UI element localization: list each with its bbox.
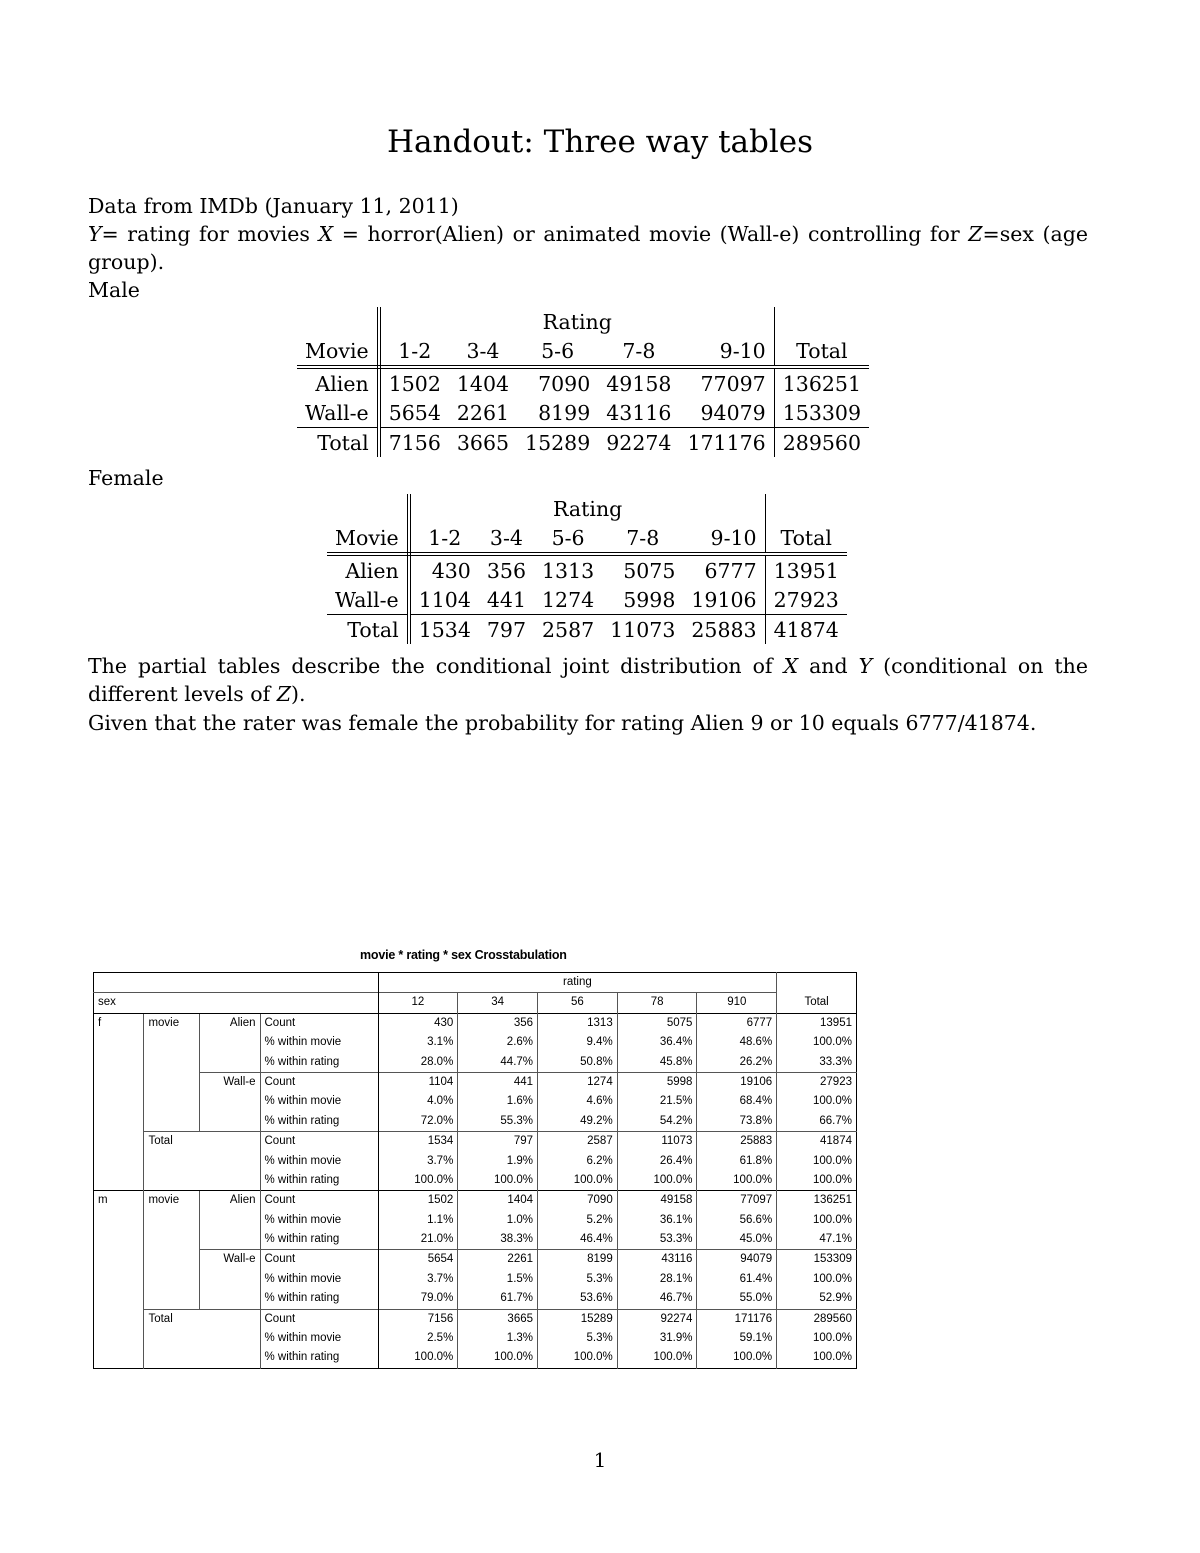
crosstab-cell: 61.8% bbox=[697, 1152, 777, 1171]
crosstab-cell: 100.0% bbox=[617, 1348, 697, 1368]
crosstab-cell: 2587 bbox=[538, 1132, 618, 1152]
crosstab-cell: 27923 bbox=[777, 1072, 857, 1092]
crosstab-label bbox=[199, 1152, 260, 1171]
crosstab-cell: 61.4% bbox=[697, 1270, 777, 1289]
row-label: Wall-e bbox=[297, 398, 379, 428]
crosstab-cell: 7156 bbox=[378, 1309, 458, 1329]
crosstab-label bbox=[94, 1309, 144, 1329]
table-cell: 356 bbox=[486, 558, 526, 583]
col-header: 1-2 bbox=[409, 523, 479, 554]
crosstab-cell: 28.0% bbox=[378, 1053, 458, 1073]
crosstab-cell: 46.4% bbox=[538, 1230, 618, 1250]
crosstab-cell: 52.9% bbox=[777, 1289, 857, 1309]
crosstab-cell: 100.0% bbox=[777, 1348, 857, 1368]
crosstab-cell: 2.5% bbox=[378, 1329, 458, 1348]
crosstab-cell: 7090 bbox=[538, 1191, 618, 1211]
col-header: 56 bbox=[538, 993, 618, 1013]
col-header: Total bbox=[777, 993, 857, 1013]
crosstab-cell: 100.0% bbox=[777, 1092, 857, 1111]
crosstab-cell: 66.7% bbox=[777, 1112, 857, 1132]
explanation-text: (conditional on the different levels of bbox=[88, 654, 1088, 706]
table-cell: 19106 bbox=[683, 585, 765, 615]
crosstab-label bbox=[144, 1092, 200, 1111]
crosstab-cell: 38.3% bbox=[458, 1230, 538, 1250]
table-cell: 171176 bbox=[679, 428, 774, 458]
crosstab-cell: 2.6% bbox=[458, 1033, 538, 1052]
crosstab-cell: 49158 bbox=[617, 1191, 697, 1211]
col-header: 9-10 bbox=[679, 336, 774, 367]
crosstab-cell: 289560 bbox=[777, 1309, 857, 1329]
crosstab-cell: 1104 bbox=[378, 1072, 458, 1092]
crosstab-label bbox=[94, 1348, 144, 1368]
crosstab-cell: 50.8% bbox=[538, 1053, 618, 1073]
table-cell: 1104 bbox=[418, 587, 471, 612]
table-cell: 1404 bbox=[456, 371, 510, 396]
explanation-text: and bbox=[809, 654, 848, 678]
crosstab-cell: 1534 bbox=[378, 1132, 458, 1152]
crosstab-label bbox=[199, 1270, 260, 1289]
crosstab-row bbox=[94, 1132, 857, 1152]
crosstab-cell: 45.8% bbox=[617, 1053, 697, 1073]
crosstab-cell: 53.3% bbox=[617, 1230, 697, 1250]
crosstab-row bbox=[94, 1171, 857, 1191]
crosstab-row bbox=[94, 1309, 857, 1329]
col-header: 12 bbox=[378, 993, 458, 1013]
row-label: Total bbox=[297, 428, 379, 458]
crosstab-cell: 47.1% bbox=[777, 1230, 857, 1250]
table-cell: 49158 bbox=[606, 371, 672, 396]
z-variable: Z bbox=[968, 222, 983, 246]
crosstab-cell: 31.9% bbox=[617, 1329, 697, 1348]
crosstab-label bbox=[94, 1152, 144, 1171]
crosstab-cell: 797 bbox=[458, 1132, 538, 1152]
crosstab-cell: 3.7% bbox=[378, 1152, 458, 1171]
crosstab-label bbox=[94, 1112, 144, 1132]
table-cell: 7156 bbox=[379, 428, 449, 458]
crosstab-cell: 5.3% bbox=[538, 1270, 618, 1289]
explanation-paragraph bbox=[88, 652, 1088, 708]
rating-header: rating bbox=[378, 973, 777, 993]
crosstab-cell: 49.2% bbox=[538, 1112, 618, 1132]
crosstab-label: Alien bbox=[199, 1013, 260, 1033]
crosstab-label bbox=[144, 1112, 200, 1132]
crosstab-row bbox=[94, 1033, 857, 1052]
crosstab-label bbox=[144, 1152, 200, 1171]
crosstab-cell: 15289 bbox=[538, 1309, 618, 1329]
table-cell: 797 bbox=[479, 615, 534, 645]
crosstab-row bbox=[94, 1053, 857, 1073]
crosstab-label bbox=[94, 1270, 144, 1289]
crosstab-cell: 1.5% bbox=[458, 1270, 538, 1289]
crosstab-cell: 55.3% bbox=[458, 1112, 538, 1132]
z-variable: Z bbox=[276, 682, 291, 706]
crosstab-label bbox=[199, 1132, 260, 1152]
table-cell: 25883 bbox=[683, 615, 765, 645]
crosstab-label: Count bbox=[260, 1250, 378, 1270]
crosstab-label bbox=[94, 1033, 144, 1052]
crosstab-cell: 100.0% bbox=[378, 1171, 458, 1191]
crosstab-label bbox=[199, 1092, 260, 1111]
y-definition: = rating for movies bbox=[101, 222, 310, 246]
table-cell: 136251 bbox=[782, 371, 861, 396]
crosstab-label bbox=[94, 1250, 144, 1270]
crosstab-row bbox=[94, 1072, 857, 1092]
crosstab-label: % within movie bbox=[260, 1270, 378, 1289]
crosstab-label bbox=[144, 1171, 200, 1191]
crosstab-cell: 3.1% bbox=[378, 1033, 458, 1052]
crosstab-label bbox=[94, 1230, 144, 1250]
col-header: Movie bbox=[327, 523, 409, 554]
crosstab-label: % within movie bbox=[260, 1033, 378, 1052]
table-cell: 1274 bbox=[542, 587, 595, 612]
crosstab-cell: 5075 bbox=[617, 1013, 697, 1033]
rating-header: Rating bbox=[542, 309, 612, 334]
crosstab-row bbox=[94, 1289, 857, 1309]
row-label: Wall-e bbox=[327, 585, 409, 615]
crosstab-label bbox=[199, 1348, 260, 1368]
crosstab-cell: 100.0% bbox=[777, 1270, 857, 1289]
crosstab-cell: 1274 bbox=[538, 1072, 618, 1092]
crosstab-label: % within rating bbox=[260, 1230, 378, 1250]
crosstab-label: % within movie bbox=[260, 1329, 378, 1348]
table-cell: 1502 bbox=[388, 371, 441, 396]
explanation-text: ). bbox=[290, 682, 306, 706]
crosstab-label bbox=[199, 1033, 260, 1052]
crosstab-cell: 171176 bbox=[697, 1309, 777, 1329]
crosstab-label bbox=[199, 1329, 260, 1348]
crosstab-cell: 100.0% bbox=[538, 1171, 618, 1191]
crosstab-cell: 100.0% bbox=[538, 1348, 618, 1368]
crosstab-cell: 100.0% bbox=[697, 1348, 777, 1368]
crosstab-cell: 430 bbox=[378, 1013, 458, 1033]
row-label: Alien bbox=[297, 367, 379, 398]
crosstab-label bbox=[199, 1309, 260, 1329]
crosstab-cell: 6.2% bbox=[538, 1152, 618, 1171]
crosstab-label bbox=[94, 1072, 144, 1092]
crosstab-cell: 25883 bbox=[697, 1132, 777, 1152]
row-label: Total bbox=[327, 615, 409, 645]
crosstab-cell: 2261 bbox=[458, 1250, 538, 1270]
crosstab-cell: 21.5% bbox=[617, 1092, 697, 1111]
crosstab-label bbox=[144, 1250, 200, 1270]
crosstab-label bbox=[199, 1112, 260, 1132]
crosstab-cell: 21.0% bbox=[378, 1230, 458, 1250]
crosstab-cell: 36.1% bbox=[617, 1211, 697, 1230]
col-header: 78 bbox=[617, 993, 697, 1013]
table-cell: 5998 bbox=[623, 587, 676, 612]
crosstab-cell: 11073 bbox=[617, 1132, 697, 1152]
crosstab-cell: 68.4% bbox=[697, 1092, 777, 1111]
crosstab-cell: 1404 bbox=[458, 1191, 538, 1211]
table-cell: 5075 bbox=[623, 558, 676, 583]
example-sentence: Given that the rater was female the probability for rating Alien 9 or 10 equals 6777/41874. bbox=[88, 711, 1037, 735]
crosstab-title: movie * rating * sex Crosstabulation bbox=[360, 948, 567, 962]
crosstab-row bbox=[94, 1211, 857, 1230]
crosstab-cell: 100.0% bbox=[777, 1152, 857, 1171]
crosstab-cell: 1.0% bbox=[458, 1211, 538, 1230]
crosstab-cell: 79.0% bbox=[378, 1289, 458, 1309]
crosstab-cell: 1502 bbox=[378, 1191, 458, 1211]
crosstab-cell: 3665 bbox=[458, 1309, 538, 1329]
crosstab-label: Alien bbox=[199, 1191, 260, 1211]
crosstab-cell: 1.1% bbox=[378, 1211, 458, 1230]
page-number: 1 bbox=[593, 1448, 607, 1472]
crosstab-label: m bbox=[94, 1191, 144, 1211]
crosstab-label: % within movie bbox=[260, 1211, 378, 1230]
table-cell: 92274 bbox=[598, 428, 679, 458]
crosstab-cell: 94079 bbox=[697, 1250, 777, 1270]
table-cell: 11073 bbox=[602, 615, 683, 645]
crosstab-cell: 100.0% bbox=[777, 1211, 857, 1230]
crosstab-cell: 9.4% bbox=[538, 1033, 618, 1052]
crosstab-row bbox=[94, 1191, 857, 1211]
crosstab-cell: 100.0% bbox=[378, 1348, 458, 1368]
crosstab-cell: 4.6% bbox=[538, 1092, 618, 1111]
crosstab-cell: 59.1% bbox=[697, 1329, 777, 1348]
crosstab-cell: 5.2% bbox=[538, 1211, 618, 1230]
variables-description bbox=[88, 220, 1088, 276]
crosstab-cell: 136251 bbox=[777, 1191, 857, 1211]
crosstab-cell: 5998 bbox=[617, 1072, 697, 1092]
crosstab-label: % within rating bbox=[260, 1348, 378, 1368]
crosstab-label bbox=[94, 1092, 144, 1111]
crosstab-label bbox=[144, 1230, 200, 1250]
col-header: 3-4 bbox=[479, 523, 534, 554]
crosstab-label bbox=[94, 1329, 144, 1348]
crosstab-row bbox=[94, 1270, 857, 1289]
z-definition: =sex (age group). bbox=[88, 222, 1088, 274]
table-cell: 153309 bbox=[782, 400, 861, 425]
col-header: 3-4 bbox=[449, 336, 517, 367]
crosstab-label: Count bbox=[260, 1309, 378, 1329]
crosstab-cell: 100.0% bbox=[777, 1329, 857, 1348]
crosstab-label: % within rating bbox=[260, 1289, 378, 1309]
male-label: Male bbox=[88, 278, 140, 302]
crosstab-cell: 28.1% bbox=[617, 1270, 697, 1289]
col-header: Total bbox=[774, 336, 869, 367]
crosstab-cell: 100.0% bbox=[777, 1033, 857, 1052]
crosstab-row bbox=[94, 1329, 857, 1348]
crosstab-cell: 100.0% bbox=[777, 1171, 857, 1191]
crosstab-label: % within rating bbox=[260, 1053, 378, 1073]
crosstab-label bbox=[94, 1289, 144, 1309]
crosstab-label bbox=[94, 1053, 144, 1073]
table-cell: 2587 bbox=[534, 615, 602, 645]
col-header: Total bbox=[765, 523, 847, 554]
col-header: 9-10 bbox=[683, 523, 765, 554]
crosstab-label bbox=[199, 1230, 260, 1250]
x-variable: X bbox=[318, 222, 334, 246]
crosstab-row bbox=[94, 1112, 857, 1132]
crosstab-label bbox=[199, 1211, 260, 1230]
crosstab-cell: 72.0% bbox=[378, 1112, 458, 1132]
crosstab-cell: 100.0% bbox=[617, 1171, 697, 1191]
sex-header: sex bbox=[94, 993, 379, 1013]
crosstab-cell: 45.0% bbox=[697, 1230, 777, 1250]
crosstab-cell: 19106 bbox=[697, 1072, 777, 1092]
crosstab-cell: 92274 bbox=[617, 1309, 697, 1329]
crosstab-cell: 5654 bbox=[378, 1250, 458, 1270]
crosstab-label: Count bbox=[260, 1072, 378, 1092]
table-cell: 27923 bbox=[773, 587, 839, 612]
crosstab-row bbox=[94, 1152, 857, 1171]
crosstab-cell: 1.9% bbox=[458, 1152, 538, 1171]
table-cell: 13951 bbox=[773, 558, 839, 583]
table-cell: 77097 bbox=[679, 367, 774, 398]
table-cell: 1313 bbox=[542, 558, 595, 583]
crosstab-cell: 441 bbox=[458, 1072, 538, 1092]
crosstab-cell: 8199 bbox=[538, 1250, 618, 1270]
crosstab-cell: 48.6% bbox=[697, 1033, 777, 1052]
crosstab-label: f bbox=[94, 1013, 144, 1033]
crosstab-cell: 1313 bbox=[538, 1013, 618, 1033]
col-header: 1-2 bbox=[379, 336, 449, 367]
col-header: 7-8 bbox=[602, 523, 683, 554]
x-definition: = horror(Alien) or animated movie (Wall-e) controlling for bbox=[341, 222, 960, 246]
crosstab-cell: 1.3% bbox=[458, 1329, 538, 1348]
crosstab-cell: 73.8% bbox=[697, 1112, 777, 1132]
table-cell: 43116 bbox=[606, 400, 672, 425]
col-header: 7-8 bbox=[598, 336, 679, 367]
crosstab-cell: 41874 bbox=[777, 1132, 857, 1152]
crosstab-label: Wall-e bbox=[199, 1072, 260, 1092]
crosstab-cell: 26.4% bbox=[617, 1152, 697, 1171]
crosstab-cell: 356 bbox=[458, 1013, 538, 1033]
crosstab-label bbox=[199, 1053, 260, 1073]
crosstab-label bbox=[94, 1171, 144, 1191]
female-label: Female bbox=[88, 466, 164, 490]
table-cell: 1534 bbox=[409, 615, 479, 645]
crosstab-cell: 61.7% bbox=[458, 1289, 538, 1309]
crosstab-cell: 1.6% bbox=[458, 1092, 538, 1111]
crosstab-label: % within movie bbox=[260, 1092, 378, 1111]
col-header: 34 bbox=[458, 993, 538, 1013]
crosstab-cell: 43116 bbox=[617, 1250, 697, 1270]
rating-header: Rating bbox=[553, 496, 623, 521]
crosstab-cell: 100.0% bbox=[458, 1171, 538, 1191]
crosstab-cell: 36.4% bbox=[617, 1033, 697, 1052]
crosstab-label bbox=[94, 1132, 144, 1152]
y-variable: Y bbox=[858, 654, 873, 678]
female-table bbox=[327, 494, 847, 644]
crosstab-cell: 13951 bbox=[777, 1013, 857, 1033]
crosstab-label bbox=[144, 1270, 200, 1289]
crosstab-label bbox=[144, 1033, 200, 1052]
crosstab-row bbox=[94, 1250, 857, 1270]
crosstab-label: Count bbox=[260, 1132, 378, 1152]
table-cell: 2261 bbox=[456, 400, 510, 425]
data-source: Data from IMDb (January 11, 2011) bbox=[88, 194, 459, 218]
crosstab-label: % within rating bbox=[260, 1171, 378, 1191]
crosstab-label bbox=[144, 1329, 200, 1348]
crosstab-cell: 56.6% bbox=[697, 1211, 777, 1230]
table-cell: 441 bbox=[486, 587, 526, 612]
crosstab-label bbox=[144, 1289, 200, 1309]
crosstab-label: movie bbox=[144, 1013, 200, 1033]
crosstab-cell: 100.0% bbox=[458, 1348, 538, 1368]
crosstab-row bbox=[94, 1092, 857, 1111]
explanation-text: The partial tables describe the conditional joint distribution of bbox=[88, 654, 773, 678]
crosstab-cell: 53.6% bbox=[538, 1289, 618, 1309]
table-cell: 41874 bbox=[765, 615, 847, 645]
crosstab-label: Wall-e bbox=[199, 1250, 260, 1270]
row-label: Alien bbox=[327, 554, 409, 585]
col-header: 5-6 bbox=[517, 336, 598, 367]
page-title: Handout: Three way tables bbox=[386, 124, 814, 160]
col-header: 5-6 bbox=[534, 523, 602, 554]
crosstab-cell: 46.7% bbox=[617, 1289, 697, 1309]
col-header: 910 bbox=[697, 993, 777, 1013]
x-variable: X bbox=[783, 654, 799, 678]
table-cell: 94079 bbox=[679, 398, 774, 428]
table-cell: 5654 bbox=[388, 400, 441, 425]
crosstab-cell: 100.0% bbox=[697, 1171, 777, 1191]
crosstab-cell: 3.7% bbox=[378, 1270, 458, 1289]
crosstab-label bbox=[144, 1211, 200, 1230]
table-cell: 3665 bbox=[449, 428, 517, 458]
crosstab-cell: 77097 bbox=[697, 1191, 777, 1211]
crosstab-label: % within rating bbox=[260, 1112, 378, 1132]
crosstab-label bbox=[199, 1289, 260, 1309]
crosstab-label bbox=[144, 1348, 200, 1368]
crosstab-cell: 5.3% bbox=[538, 1329, 618, 1348]
table-cell: 7090 bbox=[538, 371, 591, 396]
crosstab-row bbox=[94, 1230, 857, 1250]
crosstab-label bbox=[94, 1211, 144, 1230]
table-cell: 15289 bbox=[517, 428, 598, 458]
crosstab-label: Count bbox=[260, 1191, 378, 1211]
crosstab-label: Total bbox=[144, 1132, 200, 1152]
crosstab-cell: 6777 bbox=[697, 1013, 777, 1033]
crosstab-label: movie bbox=[144, 1191, 200, 1211]
table-cell: 6777 bbox=[683, 554, 765, 585]
table-cell: 8199 bbox=[538, 400, 591, 425]
crosstab-cell: 44.7% bbox=[458, 1053, 538, 1073]
table-cell: 289560 bbox=[774, 428, 869, 458]
crosstab-label: Count bbox=[260, 1013, 378, 1033]
y-variable: Y bbox=[88, 222, 102, 246]
crosstab-cell: 33.3% bbox=[777, 1053, 857, 1073]
male-table bbox=[297, 307, 869, 457]
crosstab-cell: 26.2% bbox=[697, 1053, 777, 1073]
crosstab-cell: 54.2% bbox=[617, 1112, 697, 1132]
crosstab-label bbox=[144, 1072, 200, 1092]
col-header: Movie bbox=[297, 336, 379, 367]
crosstab-cell: 55.0% bbox=[697, 1289, 777, 1309]
crosstab-row bbox=[94, 1348, 857, 1368]
crosstab-label: Total bbox=[144, 1309, 200, 1329]
crosstab-label bbox=[199, 1171, 260, 1191]
crosstab-cell: 153309 bbox=[777, 1250, 857, 1270]
crosstab-label bbox=[144, 1053, 200, 1073]
crosstab-row bbox=[94, 1013, 857, 1033]
crosstab-label: % within movie bbox=[260, 1152, 378, 1171]
crosstab-table bbox=[93, 972, 857, 1369]
crosstab-cell: 4.0% bbox=[378, 1092, 458, 1111]
table-cell: 430 bbox=[431, 558, 471, 583]
